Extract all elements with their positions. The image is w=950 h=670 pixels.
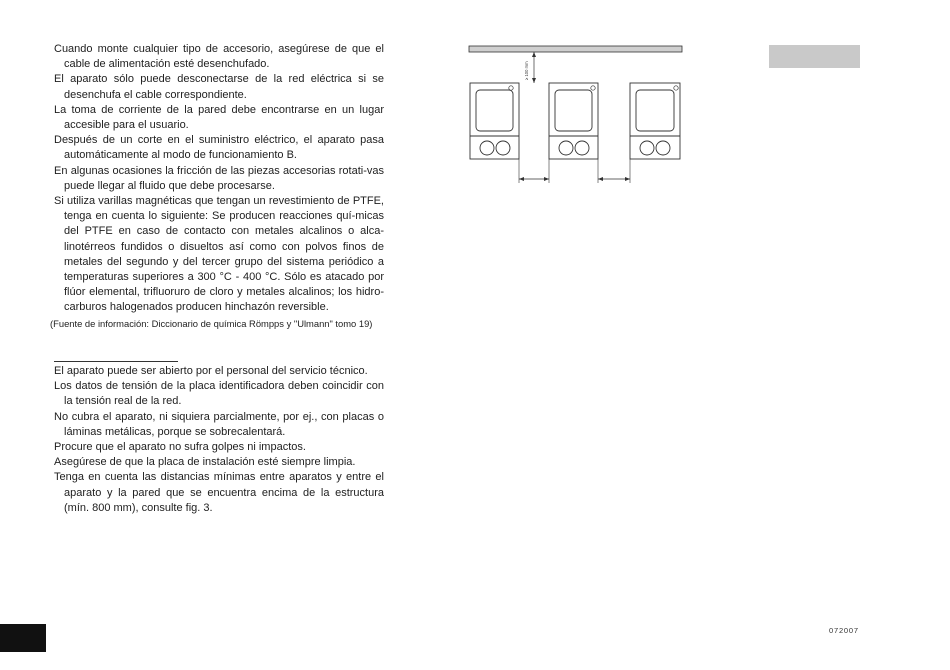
paragraph: No cubra el aparato, ni siquiera parcialmente, por ej., con placas o láminas metálicas, porque se sobrecalentará. [54, 410, 384, 438]
document-code: 072007 [829, 626, 859, 635]
device-3 [630, 83, 680, 159]
gap-dimension-2 [598, 159, 630, 183]
arrow-up [532, 52, 536, 57]
paragraph: La toma de corriente de la pared debe encontrarse en un lugar accesible para el usuario. [54, 103, 384, 132]
paragraph: Los datos de tensión de la placa identificadora deben coincidir con la tensión real de la red. [54, 380, 384, 408]
knob [559, 141, 573, 155]
arrow-down [532, 78, 536, 83]
page-edge-marker [0, 624, 46, 652]
dimension-label: ≥ 100 mm [524, 61, 529, 80]
figure-drawing [464, 40, 688, 188]
indicator-lamp [591, 86, 595, 90]
paragraph: Tenga en cuenta las distancias mínimas entre aparatos y entre el aparato y la pared que se encuentra encima de la estructura (mín. 800 mm), consulte fig. 3. [54, 471, 384, 514]
paragraph: Después de un corte en el suministro eléctrico, el aparato pasa automáticamente al modo de funcionamiento B. [54, 134, 384, 162]
device-safety-column [54, 364, 384, 516]
knob [496, 141, 510, 155]
knob [480, 141, 494, 155]
section-tab-marker [769, 45, 860, 68]
paragraph: Procure que el aparato no sufra golpes ni impactos. [54, 441, 306, 454]
device-1 [470, 83, 519, 159]
gap-dimension-1 [519, 159, 549, 183]
source-note: (Fuente de información: Diccionario de química Römpps y "Ulmann" tomo 19) [50, 317, 373, 329]
device-display [555, 90, 592, 131]
wall-shelf [469, 46, 682, 52]
device-display [636, 90, 674, 131]
paragraph: El aparato puede ser abierto por el personal del servicio técnico. [54, 365, 368, 377]
knob [575, 141, 589, 155]
safety-text-column [50, 42, 384, 330]
section-divider [54, 361, 178, 362]
knob [656, 141, 670, 155]
paragraph: El aparato sólo puede desconectarse de la red eléctrica si se desenchufa el cable correspondiente. [54, 73, 384, 101]
paragraph: En algunas ocasiones la fricción de las piezas accesorias rotati-vas puede llegar al fluido que debe procesarse. [54, 164, 384, 192]
knob [640, 141, 654, 155]
paragraph: Cuando monte cualquier tipo de accesorio, asegúrese de que el cable de alimentación esté desenchufado. [54, 43, 384, 71]
device-display [476, 90, 513, 131]
indicator-lamp [674, 86, 678, 90]
paragraph: Asegúrese de que la placa de instalación esté siempre limpia. [54, 456, 356, 469]
indicator-lamp [509, 86, 513, 90]
installation-distance-figure [464, 40, 688, 188]
device-2 [549, 83, 598, 159]
paragraph: Si utiliza varillas magnéticas que tengan un revestimiento de PTFE, tenga en cuenta lo siguiente: Se producen reacciones quí-micas del PTFE en caso de contacto con metales alcalinos o alca-linotérreos fundidos o disueltos así como con polvos finos de metales del segundo y del tercer grupo del sistema periódico a temperaturas superiores a 300 °C - 400 °C. Sólo es atacado por flúor elemental, trifluoruro de cloro y metales alcalinos; los hidro-carburos halogenados producen hinchazón reversible. [54, 195, 384, 314]
